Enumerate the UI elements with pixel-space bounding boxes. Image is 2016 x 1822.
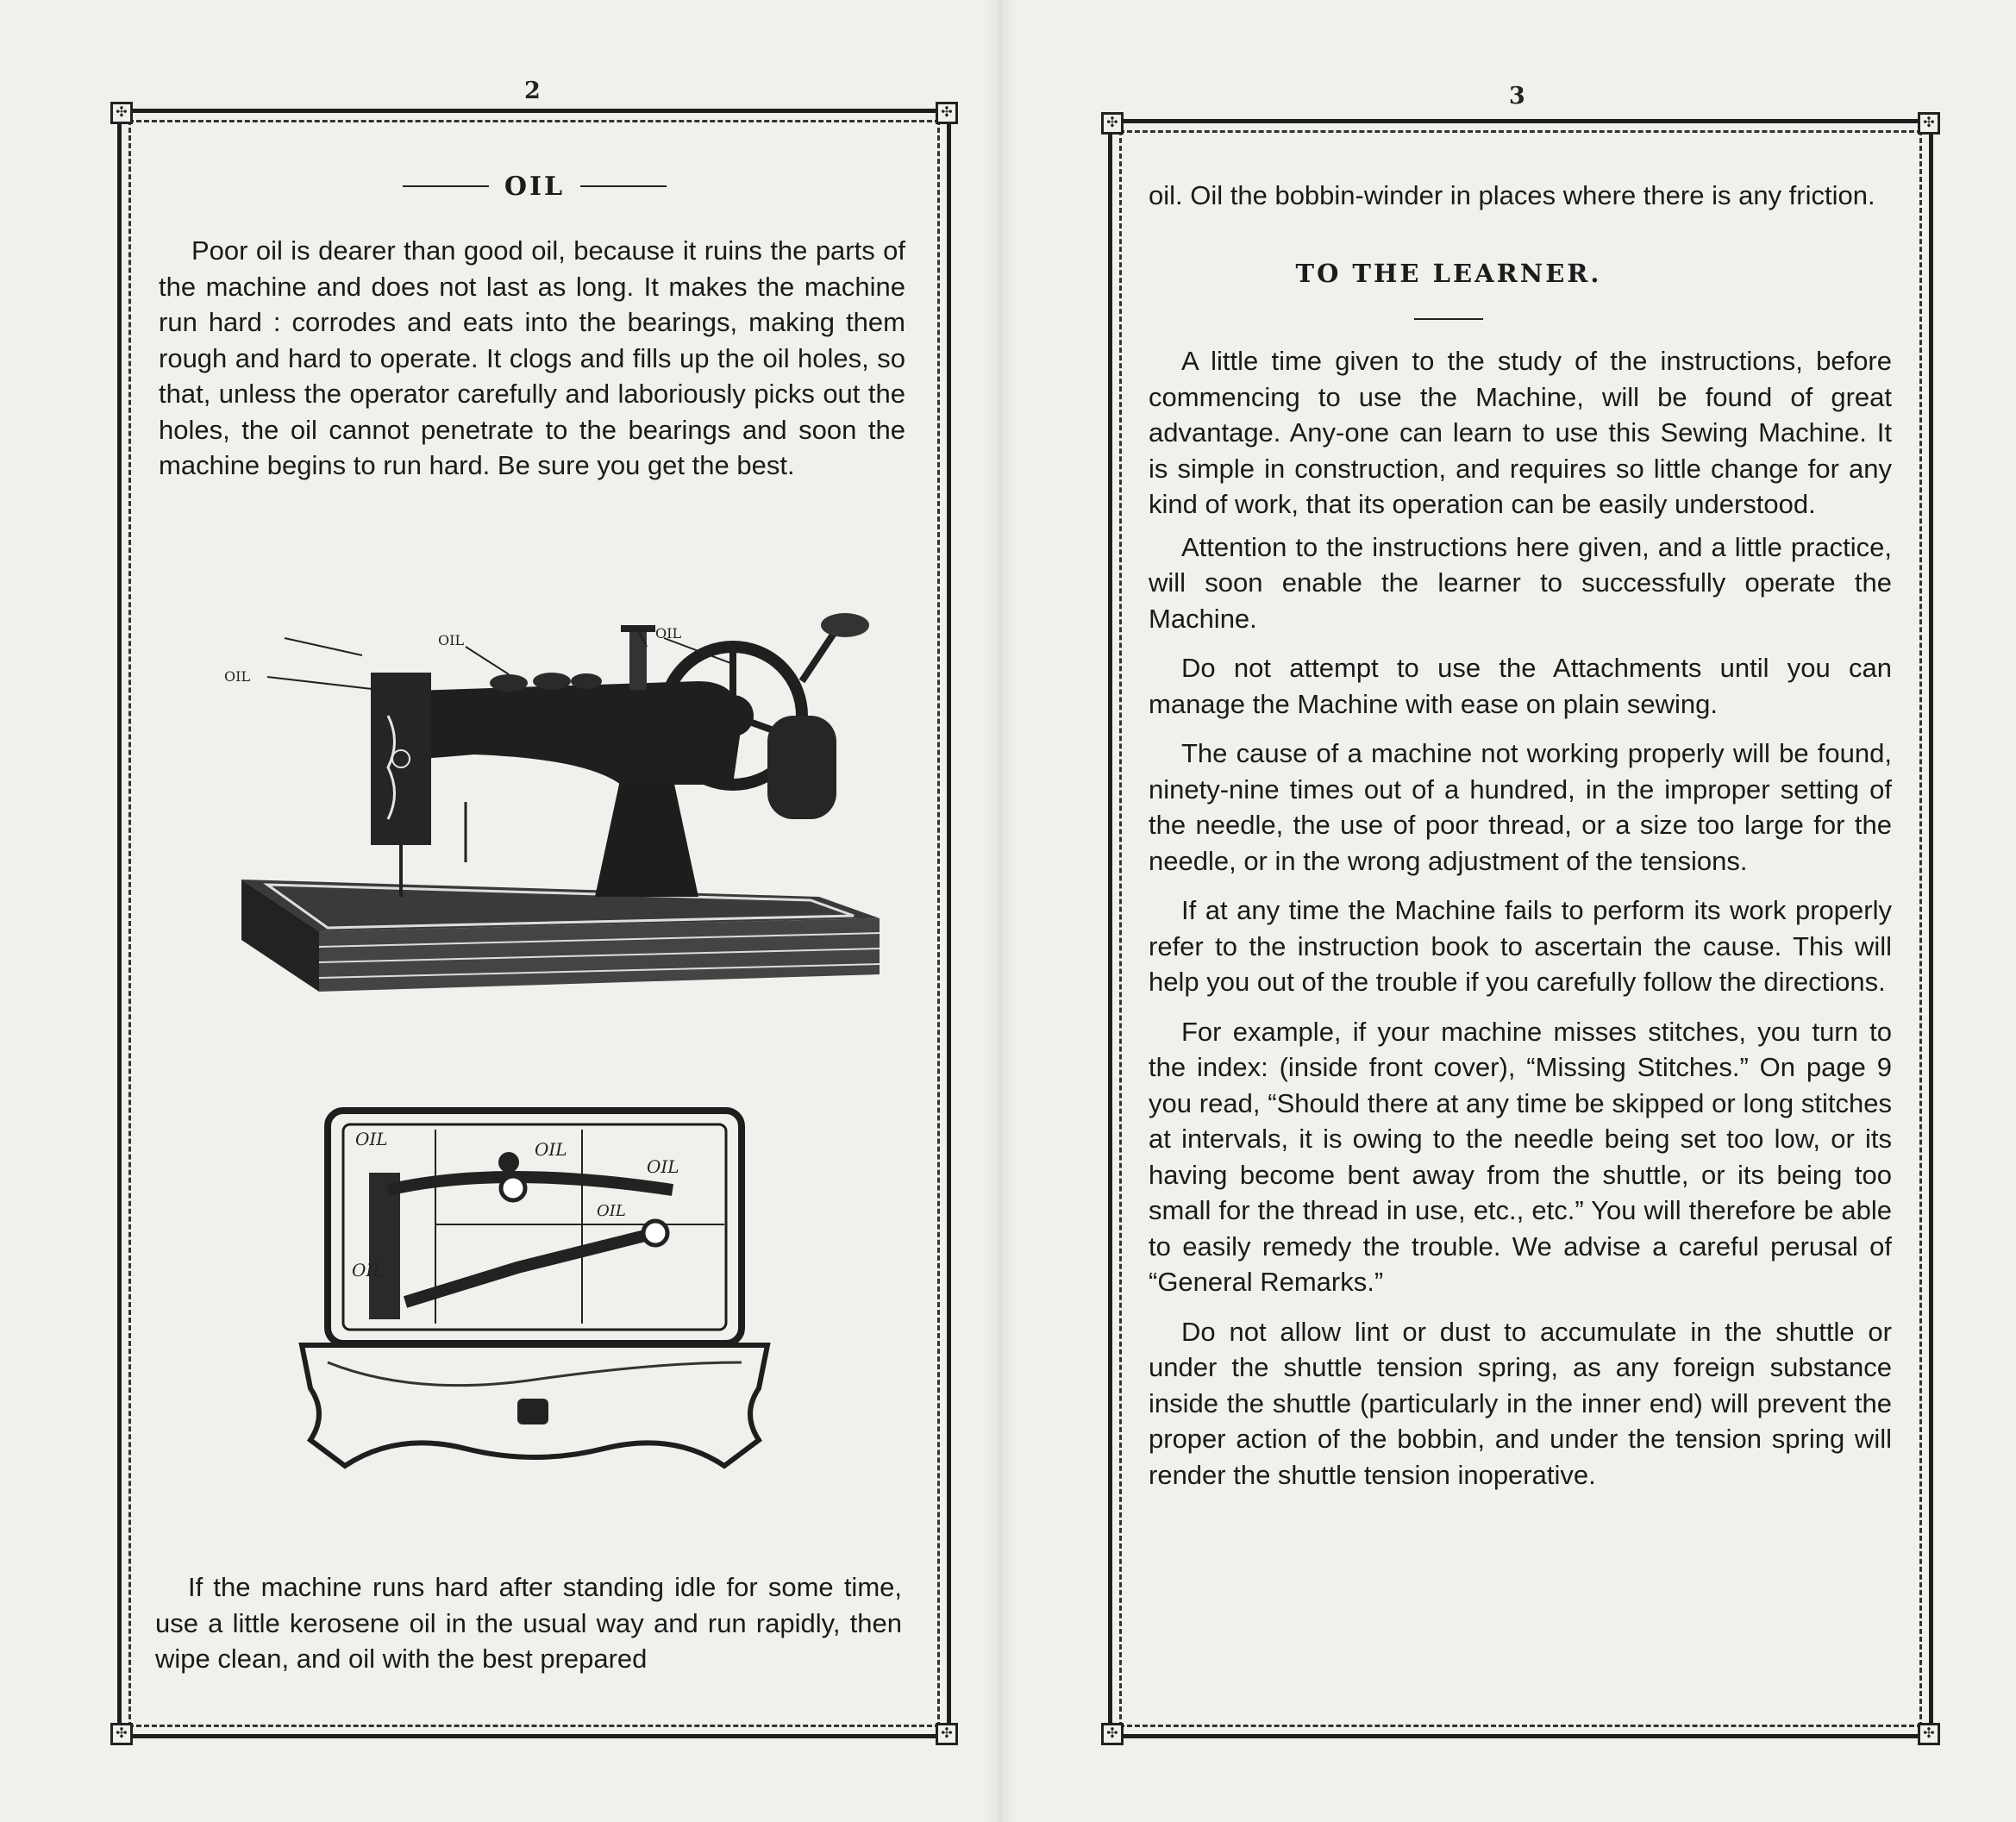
heading-rule xyxy=(1414,318,1483,320)
corner-ornament: ✣ xyxy=(110,102,133,124)
page-number-right: 3 xyxy=(1509,83,1525,110)
corner-ornament: ✣ xyxy=(936,102,958,124)
corner-ornament: ✣ xyxy=(110,1723,133,1745)
corner-ornament: ✣ xyxy=(1918,1723,1940,1745)
oil-intro-text xyxy=(159,233,905,484)
oil-callout: OIL xyxy=(647,1156,679,1177)
oil-intro-paragraph: Poor oil is dearer than good oil, because it ruins the parts of the machine and does not last as long. It makes the machine run hard : corrodes and eats into the bearings, making them rough and hard to operate. It clogs and fills up the oil holes, so that, unless the operator carefully and laboriously picks out the holes, the oil cannot penetrate to the bearings and soon the machine begins to run hard. Be sure you get the best. xyxy=(159,235,905,480)
learner-paragraph: The cause of a machine not working properly will be found, ninety-nine times out of a hundred, in the improper setting of the needle, the use of poor thread, or a size too large for the needle, or in the wrong adjustment of the tensions. xyxy=(1149,738,1892,876)
oil-callout: OIL xyxy=(355,1129,388,1149)
continuation-paragraph: oil. Oil the bobbin-winder in places where there is any friction. xyxy=(1149,180,1875,210)
corner-ornament: ✣ xyxy=(1101,1723,1124,1745)
learner-paragraph: If at any time the Machine fails to perform its work properly refer to the instruction book to ascertain the cause. This will help you out of the trouble if you carefully follow the directions. xyxy=(1149,895,1892,997)
oil-callout: OIL xyxy=(352,1260,385,1280)
corner-ornament: ✣ xyxy=(1918,112,1940,135)
sewing-machine-illustration xyxy=(216,586,888,1035)
learner-paragraph: Do not allow lint or dust to accumulate in the shuttle or under the shuttle tension spring, as any foreign substance inside the shuttle (particularly in the inner end) will prevent the proper action of the bobbin, and under the tension spring will render the shuttle tension inoperative. xyxy=(1149,1316,1892,1490)
learner-paragraph: Do not attempt to use the Attachments until you can manage the Machine with ease on plain sewing. xyxy=(1149,653,1892,719)
corner-ornament: ✣ xyxy=(1101,112,1124,135)
heading-rule xyxy=(580,185,667,187)
learner-text xyxy=(1149,343,1892,1493)
learner-paragraph: For example, if your machine misses stitches, you turn to the index: (inside front cover), “Missing Stitches.” On page 9 you read, “Should there at any time be skipped or long stitches at intervals, it is owing to the needle being set too low, or its having become bent away from the shuttle, or its being too small for the thread in use, etc., etc.” You will therefore be able to easily remedy the trouble. We advise a careful perusal of “General Remarks.” xyxy=(1149,1016,1892,1297)
oil-closing-paragraph: If the machine runs hard after standing idle for some time, use a little kerosene oil in the usual way and run rapidly, then wipe clean, and oil with the best prepared xyxy=(155,1572,902,1674)
oil-callout: OIL xyxy=(535,1139,567,1160)
oil-heading-text: OIL xyxy=(504,171,566,202)
page-gutter xyxy=(983,0,1017,1822)
oil-callout: OIL xyxy=(597,1202,626,1220)
corner-ornament: ✣ xyxy=(936,1723,958,1745)
page-number-left: 2 xyxy=(524,78,541,104)
machine-underside-illustration xyxy=(276,1104,793,1483)
oil-callout: OIL xyxy=(224,668,251,685)
oil-callout: OIL xyxy=(655,625,682,642)
learner-paragraph: A little time given to the study of the instructions, before commencing to use the Machine, will be found of great advantage. Any-one can learn to use this Sewing Machine. It is simple in construction, and requires so little change for any kind of work, that its operation can be easily understood. xyxy=(1149,346,1892,519)
learner-heading: TO THE LEARNER. xyxy=(1295,259,1602,288)
learner-paragraph: Attention to the instructions here given, and a little practice, will soon enable the learner to successfully operate the Machine. xyxy=(1149,531,1892,634)
oil-heading xyxy=(397,169,673,203)
continuation-text xyxy=(1149,178,1892,214)
oil-callout: OIL xyxy=(438,632,465,648)
heading-rule xyxy=(403,185,489,187)
oil-closing-text xyxy=(155,1569,902,1677)
